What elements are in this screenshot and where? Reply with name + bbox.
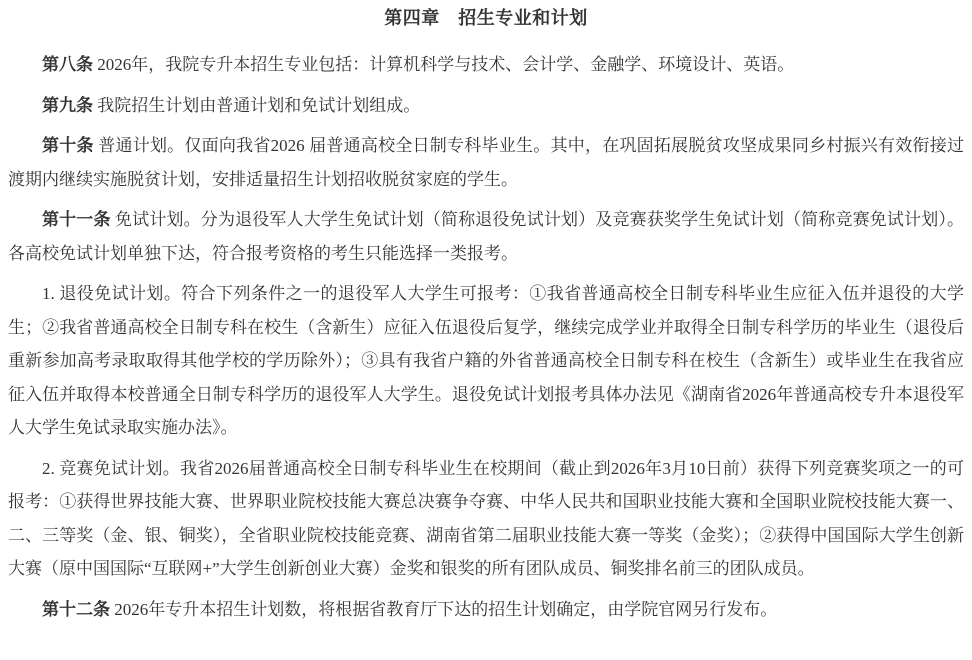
item-2-text: 2. 竞赛免试计划。我省2026届普通高校全日制专科毕业生在校期间（截止到2026年3月10日前）获得下列竞赛奖项之一的可报考：①获得世界技能大赛、世界职业院校技能大赛总决赛争夺赛、中华人民共和国职业技能大赛和全国职业院校技能大赛一、二、三等奖（金、银、铜奖），全省职业院校技能竞赛、湖南省第二届职业技能大赛一等奖（金奖）；②获得中国国际大学生创新大赛（原中国国际“互联网+”大学生创新创业大赛）金奖和银奖的所有团队成员、铜奖排名前三的团队成员。	[8, 458, 964, 578]
paragraph-article-11	[8, 203, 964, 270]
paragraph-article-8	[8, 48, 964, 82]
paragraph-article-12	[8, 593, 964, 627]
article-10-text: 普通计划。仅面向我省2026 届普通高校全日制专科毕业生。其中，在巩固拓展脱贫攻坚成果同乡村振兴有效衔接过渡期内继续实施脱贫计划，安排适量招生计划招收脱贫家庭的学生。	[8, 136, 965, 189]
article-12-label: 第十二条	[42, 599, 110, 619]
document-body	[8, 48, 964, 626]
article-8-text: 2026年，我院专升本招生专业包括：计算机科学与技术、会计学、金融学、环境设计、英语。	[93, 55, 795, 74]
paragraph-article-9	[8, 89, 964, 123]
paragraph-article-10	[8, 129, 964, 196]
article-12-text: 2026年专升本招生计划数，将根据省教育厅下达的招生计划确定，由学院官网另行发布。	[110, 599, 778, 619]
article-10-label: 第十条	[42, 136, 94, 155]
article-11-text: 免试计划。分为退役军人大学生免试计划（简称退役免试计划）及竞赛获奖学生免试计划（简称竞赛免试计划）。各高校免试计划单独下达，符合报考资格的考生只能选择一类报考。	[8, 210, 965, 263]
article-11-label: 第十一条	[42, 210, 111, 229]
paragraph-item-1-veteran-exemption	[8, 277, 964, 445]
item-1-text: 1. 退役免试计划。符合下列条件之一的退役军人大学生可报考：①我省普通高校全日制专科毕业生应征入伍并退役的大学生；②我省普通高校全日制专科在校生（含新生）应征入伍退役后复学，继续完成学业并取得全日制专科学历的毕业生（退役后重新参加高考录取取得其他学校的学历除外）；③具有我省户籍的外省普通高校全日制专科在校生（含新生）或毕业生在我省应征入伍并取得本校普通全日制专科学历的退役军人大学生。退役免试计划报考具体办法见《湖南省2026年普通高校专升本退役军人大学生免试录取实施办法》。	[8, 284, 964, 437]
chapter-title: 第四章 招生专业和计划	[384, 8, 588, 28]
paragraph-item-2-competition-exemption	[8, 452, 964, 586]
article-8-label: 第八条	[42, 55, 93, 74]
article-9-label: 第九条	[42, 95, 93, 115]
article-9-text: 我院招生计划由普通计划和免试计划组成。	[93, 95, 421, 115]
